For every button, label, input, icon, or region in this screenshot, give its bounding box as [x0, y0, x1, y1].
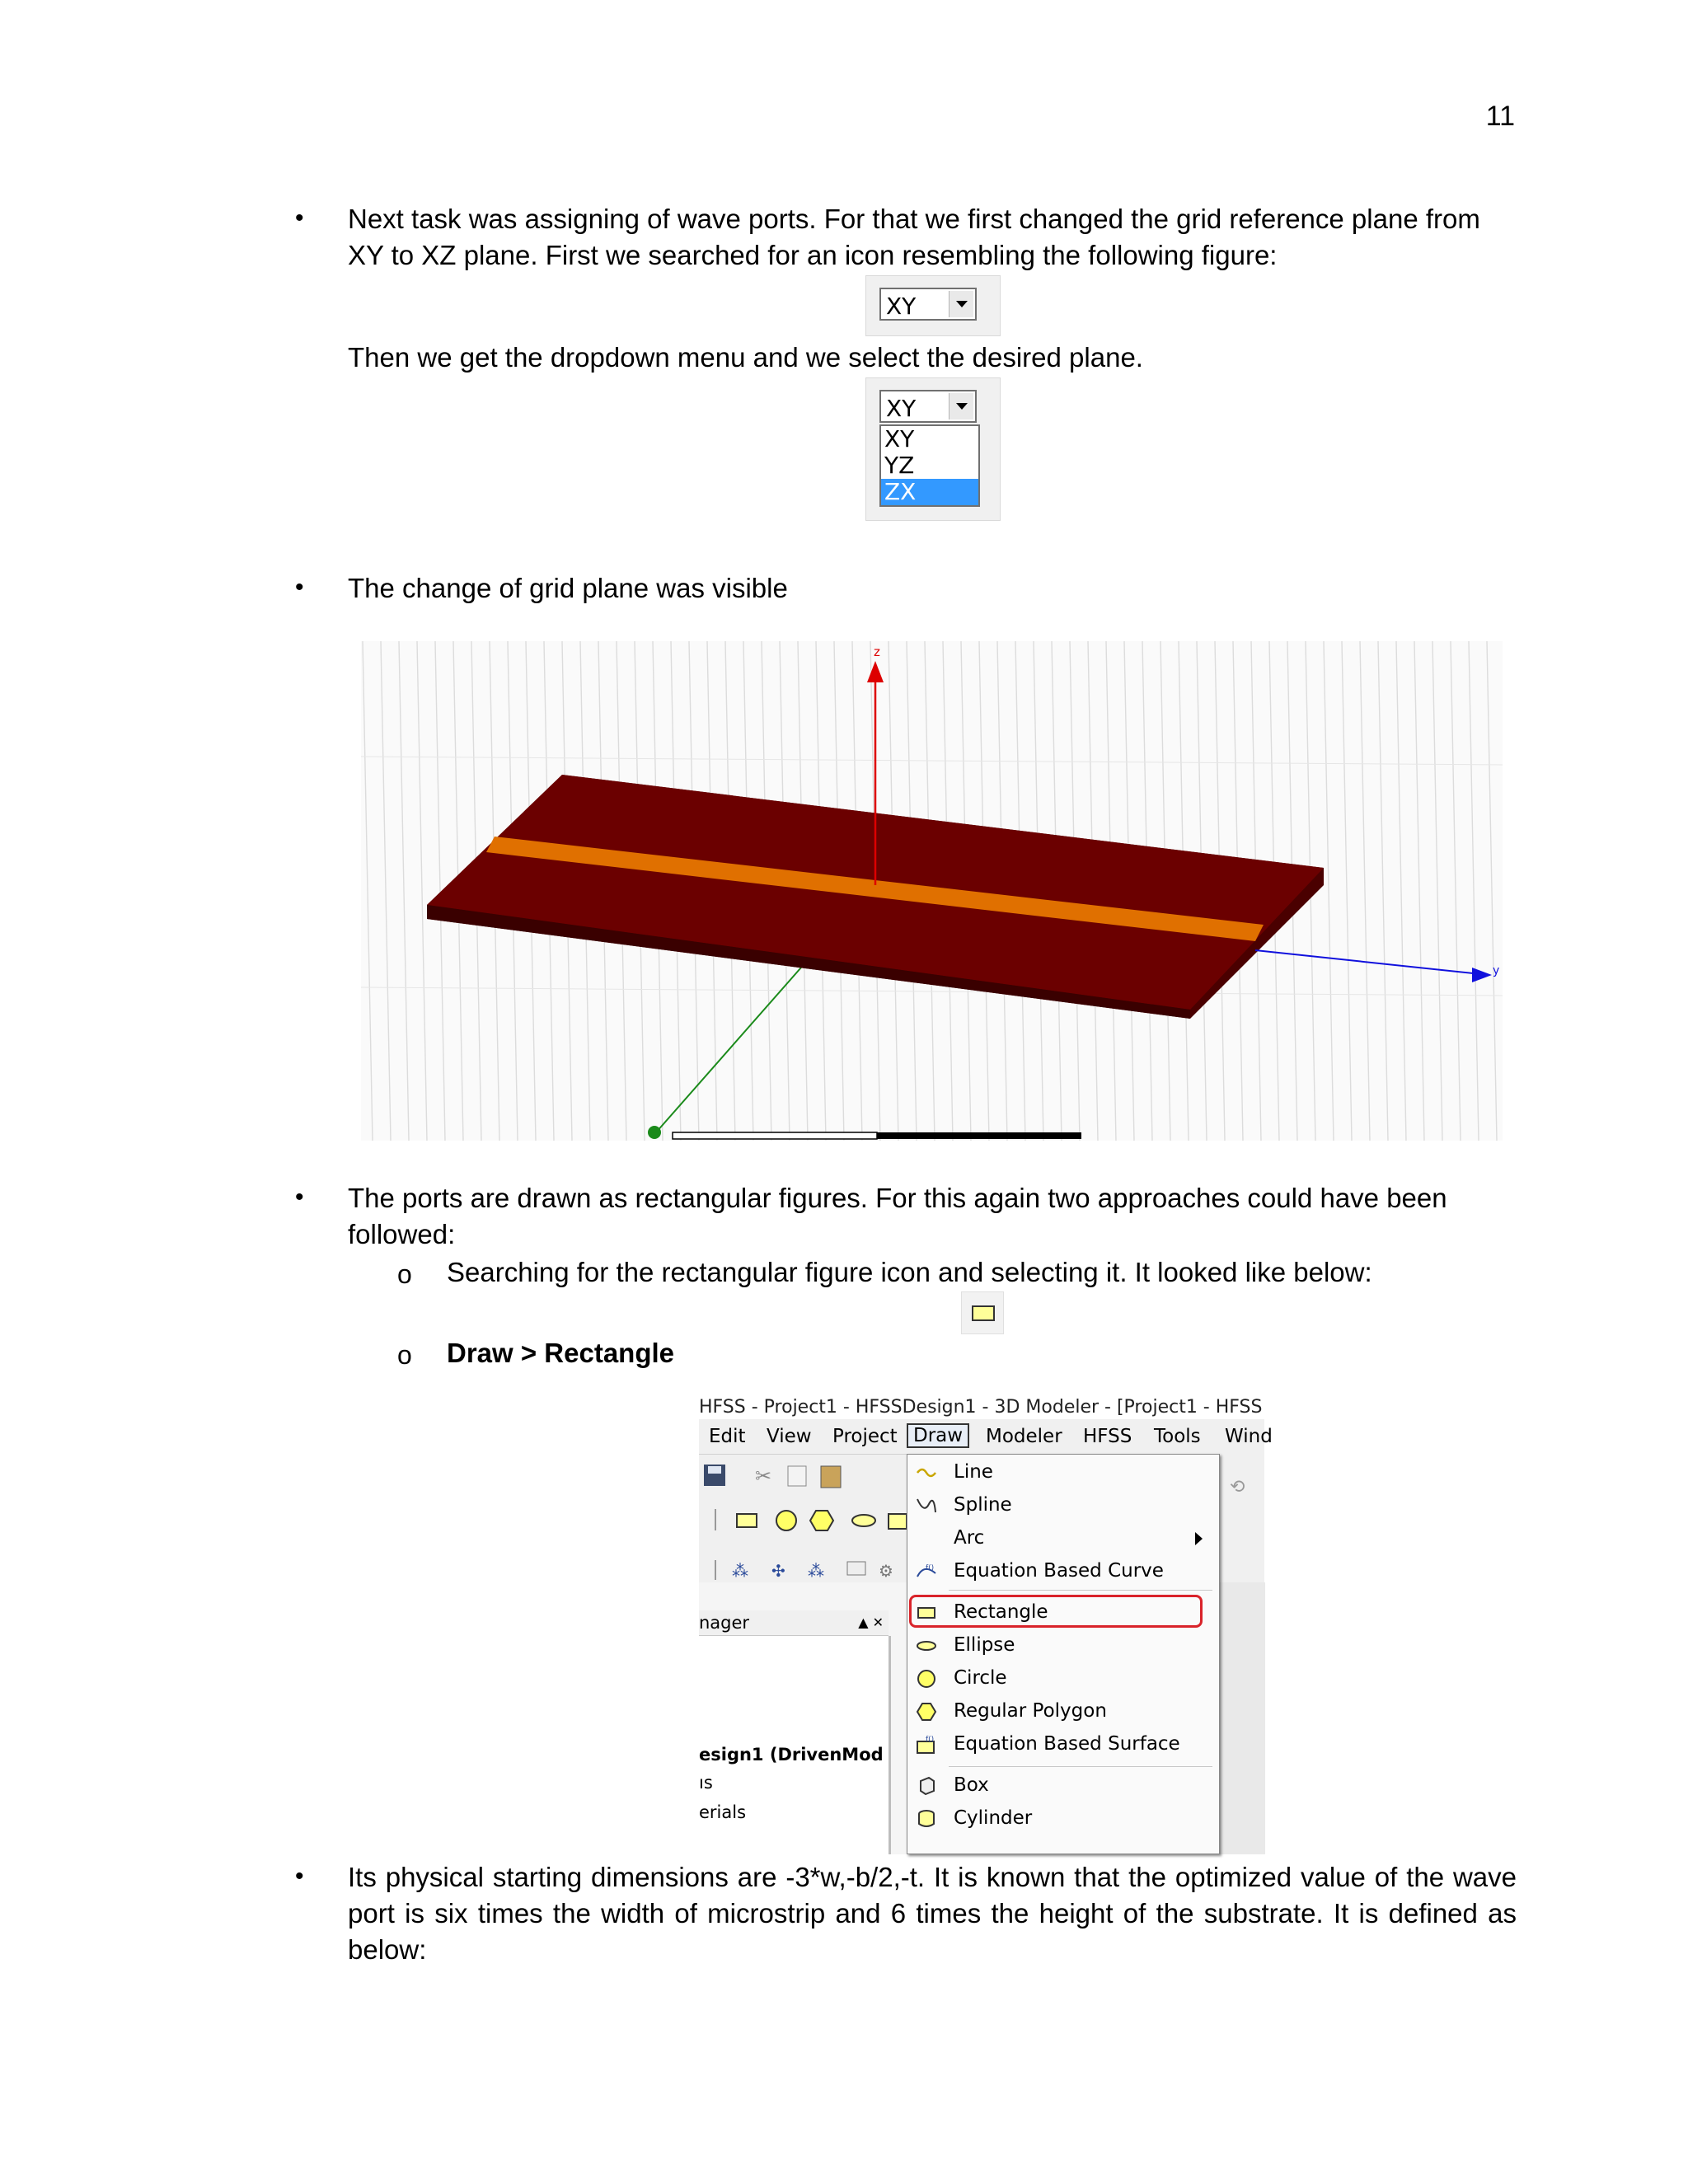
ports-paragraph: The ports are drawn as rectangular figures. For this again two approaches could have been followed: — [348, 1183, 1447, 1249]
toolbar-right — [1220, 1454, 1264, 1582]
bullet: • — [295, 574, 304, 601]
surface-icon[interactable] — [889, 1514, 907, 1529]
toolbar-area — [699, 1455, 907, 1582]
svg-text:f(): f() — [926, 1564, 935, 1572]
bullet: • — [295, 204, 304, 232]
polygon-icon — [916, 1702, 937, 1722]
plane-option-zx[interactable]: ZX — [881, 479, 978, 505]
rectangle-icon-paragraph: Searching for the rectangular figure icon and selecting it. It looked like below: — [447, 1257, 1372, 1287]
wave-ports-paragraph: Next task was assigning of wave ports. For that we first changed the grid reference plane from XY to XZ plane. First we searched for an icon resembling the following figure: — [348, 204, 1480, 270]
menu-project[interactable]: Project — [832, 1426, 898, 1447]
equation-surface-icon — [916, 1735, 937, 1755]
plane-selector-figure — [865, 275, 1001, 336]
plane-option-yz[interactable]: YZ — [884, 452, 915, 479]
line-icon — [916, 1463, 937, 1483]
box-icon — [916, 1776, 937, 1796]
toolbar-icons — [699, 1455, 907, 1582]
hfss-3d-viewport — [361, 641, 1503, 1141]
y-axis-label: y — [1493, 964, 1500, 977]
menu-item-label: Spline — [954, 1494, 1012, 1516]
cylinder-icon — [916, 1809, 937, 1829]
menu-separator — [949, 1766, 1212, 1767]
menu-item-box[interactable] — [907, 1769, 1217, 1802]
plane-dropdown-figure — [865, 377, 1001, 521]
move-icon[interactable]: ⁂ — [808, 1561, 824, 1581]
tree-item-boundaries[interactable]: ıs — [699, 1773, 713, 1793]
scale-bar-dark — [877, 1132, 1081, 1139]
menu-item-arc[interactable] — [907, 1522, 1217, 1555]
project-tree — [699, 1636, 891, 1854]
circle-icon — [916, 1669, 937, 1689]
menu-item-circle[interactable] — [907, 1662, 1217, 1695]
polygon-icon[interactable] — [810, 1511, 833, 1530]
menu-bar — [699, 1419, 1273, 1455]
sub-bullet: o — [397, 1259, 412, 1289]
plane-select-value: XY — [886, 293, 917, 320]
scale-bar-light — [673, 1132, 877, 1139]
menu-item-regular-polygon[interactable] — [907, 1695, 1217, 1728]
dropdown-paragraph: Then we get the dropdown menu and we select the desired plane. — [348, 342, 1143, 373]
menu-item-label: Equation Based Curve — [954, 1560, 1164, 1582]
chevron-down-icon[interactable] — [949, 393, 973, 419]
rectangle-icon[interactable] — [972, 1305, 995, 1321]
menu-modeler[interactable]: Modeler — [986, 1426, 1062, 1447]
draw-menu-dropdown — [907, 1454, 1220, 1854]
ellipse-icon[interactable] — [852, 1515, 875, 1526]
menu-item-label: Line — [954, 1461, 993, 1483]
page-number: 11 — [1485, 101, 1515, 132]
plane-options-list — [879, 424, 980, 507]
point-icon[interactable]: ⁂ — [732, 1561, 748, 1581]
rectangle-icon-figure — [961, 1291, 1004, 1334]
menu-draw[interactable]: Draw — [907, 1423, 969, 1448]
snap-icon[interactable]: ✣ — [771, 1561, 785, 1581]
tree-item-design[interactable]: esign1 (DrivenMod — [699, 1745, 884, 1765]
circle-icon[interactable] — [776, 1511, 796, 1530]
window-title: HFSS - Project1 - HFSSDesign1 - 3D Modeler - [Project1 - HFSS — [699, 1403, 1264, 1419]
menu-separator — [949, 1590, 1212, 1591]
paste-icon[interactable] — [821, 1466, 841, 1488]
submenu-arrow-icon — [1195, 1532, 1203, 1545]
menu-item-label: Equation Based Surface — [954, 1733, 1180, 1755]
manager-title: nager — [699, 1613, 750, 1633]
menu-item-equation-surface[interactable] — [907, 1728, 1217, 1761]
menu-item-label: Arc — [954, 1527, 985, 1549]
plane-option-xy[interactable]: XY — [884, 425, 915, 452]
chevron-down-icon[interactable] — [949, 291, 973, 317]
copy-icon[interactable] — [788, 1466, 806, 1486]
plane-select[interactable] — [879, 288, 977, 321]
menu-tools[interactable]: Tools — [1154, 1426, 1201, 1447]
menu-hfss[interactable]: HFSS — [1083, 1426, 1132, 1447]
cut-icon[interactable]: ✂ — [755, 1465, 772, 1488]
svg-text:f(): f() — [926, 1736, 935, 1744]
modeler-window-edge — [1220, 1582, 1265, 1854]
menu-item-rectangle[interactable] — [907, 1596, 1217, 1629]
menu-item-label: Ellipse — [954, 1634, 1015, 1656]
tree-item-materials[interactable]: erials — [699, 1802, 747, 1822]
measure-icon[interactable]: ⚙ — [879, 1561, 893, 1581]
menu-item-cylinder[interactable] — [907, 1802, 1217, 1835]
equation-curve-icon — [916, 1562, 937, 1582]
rectangle-icon[interactable] — [737, 1514, 757, 1527]
draw-rectangle-text: Draw > Rectangle — [447, 1338, 675, 1368]
menu-item-label: Rectangle — [954, 1601, 1048, 1623]
menu-item-label: Circle — [954, 1667, 1007, 1689]
menu-item-spline[interactable] — [907, 1489, 1217, 1522]
x-axis-arrowhead — [648, 1126, 661, 1139]
grid-change-paragraph: The change of grid plane was visible — [348, 573, 788, 603]
dimensions-paragraph: Its physical starting dimensions are -3*w,-b/2,-t. It is known that the optimized value of the wave port is six times the width of microstrip and 6 times the height of the substrate. It is defined as below: — [348, 1862, 1517, 1965]
plane-select-value: XY — [886, 395, 917, 422]
menu-item-label: Regular Polygon — [954, 1700, 1107, 1722]
menu-item-label: Cylinder — [954, 1807, 1033, 1829]
save-icon-label — [708, 1466, 721, 1474]
menu-window[interactable]: Wind — [1225, 1426, 1273, 1447]
plane-select-open[interactable] — [879, 390, 977, 423]
hfss-draw-menu-screenshot — [699, 1397, 1273, 1854]
spline-icon — [916, 1496, 937, 1516]
plane-icon[interactable] — [847, 1562, 865, 1575]
menu-edit[interactable]: Edit — [709, 1426, 746, 1447]
manager-controls[interactable]: ▲ ✕ — [858, 1615, 884, 1630]
bullet: • — [295, 1183, 304, 1211]
menu-view[interactable]: View — [767, 1426, 812, 1447]
spiral-icon[interactable]: ⟲ — [1230, 1477, 1245, 1497]
rectangle-highlight-ring — [909, 1595, 1203, 1628]
menu-item-ellipse[interactable] — [907, 1629, 1217, 1662]
z-axis-label: z — [874, 644, 880, 659]
project-manager-bar — [699, 1610, 889, 1636]
sub-bullet: o — [397, 1340, 412, 1370]
menu-item-line[interactable] — [907, 1456, 1217, 1489]
menu-item-equation-curve[interactable] — [907, 1555, 1217, 1588]
ellipse-icon — [916, 1636, 937, 1656]
bullet: • — [295, 1863, 304, 1890]
menu-item-label: Box — [954, 1774, 989, 1796]
